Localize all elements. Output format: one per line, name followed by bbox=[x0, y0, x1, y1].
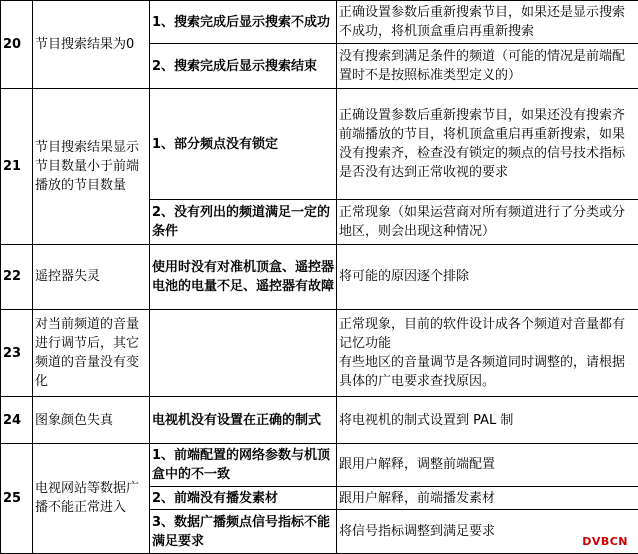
row-number: 22 bbox=[1, 244, 33, 310]
fault-cause: 3、数据广播频点信号指标不能满足要求 bbox=[150, 510, 337, 554]
row-number: 25 bbox=[1, 443, 33, 553]
fault-description: 节目搜索结果为0 bbox=[33, 1, 150, 89]
fault-solution: 跟用户解释，前端播发素材 bbox=[337, 487, 638, 510]
fault-solution: 将信号指标调整到满足要求 bbox=[337, 510, 638, 554]
fault-description: 电视网站等数据广播不能正常进入 bbox=[33, 443, 150, 553]
fault-cause: 2、搜索完成后显示搜索结束 bbox=[150, 44, 337, 88]
row-number: 20 bbox=[1, 1, 33, 89]
fault-cause: 2、没有列出的频道满足一定的条件 bbox=[150, 200, 337, 244]
row-number: 24 bbox=[1, 397, 33, 444]
fault-description: 节目搜索结果显示节目数量小于前端播放的节目数量 bbox=[33, 88, 150, 244]
fault-solution: 将可能的原因逐个排除 bbox=[337, 244, 638, 310]
fault-solution: 正确设置参数后重新搜索节目，如果还没有搜索齐前端播放的节目，将机顶盒重启再重新搜索，如果没有搜索齐，检查没有锁定的频点的信号技术指标是否没有达到正常收视的要求 bbox=[337, 88, 638, 199]
fault-cause: 1、搜索完成后显示搜索不成功 bbox=[150, 1, 337, 44]
fault-cause: 2、前端没有播发素材 bbox=[150, 487, 337, 510]
fault-description: 对当前频道的音量进行调节后，其它频道的音量没有变化 bbox=[33, 310, 150, 397]
fault-solution: 将电视机的制式设置到 PAL 制 bbox=[337, 397, 638, 444]
table-row bbox=[1, 1, 638, 44]
table-row bbox=[1, 310, 638, 397]
row-number: 21 bbox=[1, 88, 33, 244]
fault-cause: 1、部分频点没有锁定 bbox=[150, 88, 337, 199]
fault-description: 图象颜色失真 bbox=[33, 397, 150, 444]
table-row bbox=[1, 397, 638, 444]
fault-cause: 电视机没有设置在正确的制式 bbox=[150, 397, 337, 444]
fault-description: 遥控器失灵 bbox=[33, 244, 150, 310]
fault-cause: 1、前端配置的网络参数与机顶盒中的不一致 bbox=[150, 443, 337, 486]
fault-cause: 使用时没有对准机顶盒、遥控器电池的电量不足、遥控器有故障 bbox=[150, 244, 337, 310]
table-row bbox=[1, 443, 638, 486]
fault-solution: 跟用户解释，调整前端配置 bbox=[337, 443, 638, 486]
fault-solution: 正常现象，目前的软件设计成各个频道对音量都有记忆功能 有些地区的音量调节是各频道同时调整的，请根据具体的广电要求查找原因。 bbox=[337, 310, 638, 397]
watermark-logo: DVBCN bbox=[582, 535, 628, 548]
fault-solution: 正确设置参数后重新搜索节目，如果还是显示搜索不成功，将机顶盒重启再重新搜索 bbox=[337, 1, 638, 44]
table-row bbox=[1, 244, 638, 310]
fault-cause bbox=[150, 310, 337, 397]
table-row bbox=[1, 88, 638, 199]
fault-solution: 没有搜索到满足条件的频道（可能的情况是前端配置时不是按照标准类型定义的） bbox=[337, 44, 638, 88]
row-number: 23 bbox=[1, 310, 33, 397]
fault-solution: 正常现象（如果运营商对所有频道进行了分类或分地区，则会出现这种情况） bbox=[337, 200, 638, 244]
